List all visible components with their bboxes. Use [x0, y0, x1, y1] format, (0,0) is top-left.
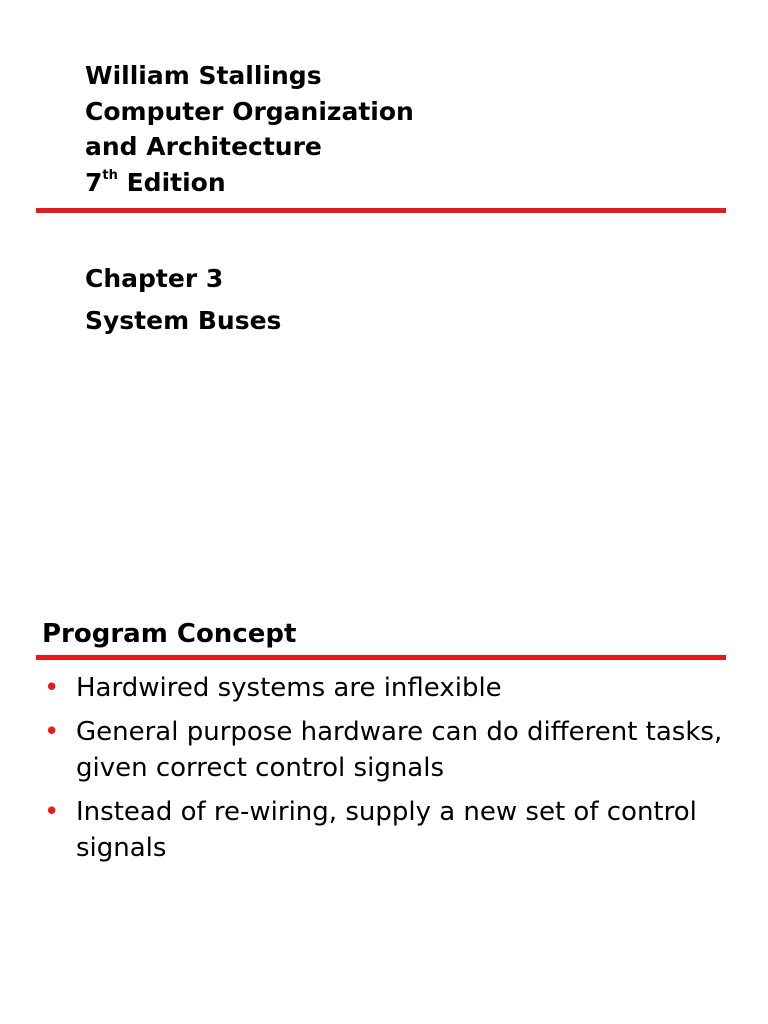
book-title-line-2: and Architecture	[85, 132, 322, 161]
author-name: William Stallings	[85, 61, 322, 90]
chapter-number: Chapter 3	[85, 264, 224, 293]
bullet-dot-icon: •	[44, 673, 60, 703]
edition-number: 7	[85, 167, 103, 197]
slide-heading: Program Concept	[42, 619, 297, 649]
bullet-dot-icon: •	[44, 797, 60, 827]
chapter-title: System Buses	[85, 306, 282, 335]
title-divider	[36, 208, 726, 213]
list-item	[44, 714, 724, 786]
book-title	[85, 58, 414, 200]
edition-line	[85, 165, 414, 201]
heading-divider	[36, 655, 726, 660]
bullet-dot-icon: •	[44, 717, 60, 747]
bullet-text: Hardwired systems are inflexible	[76, 673, 502, 703]
book-title-line-1: Computer Organization	[85, 96, 414, 126]
list-item	[44, 794, 724, 866]
bullet-text: General purpose hardware can do different tasks, given correct control signals	[76, 717, 723, 783]
edition-suffix: th	[102, 168, 118, 184]
slide-program-concept	[0, 512, 768, 1024]
list-item	[44, 670, 724, 706]
chapter-block	[85, 258, 281, 342]
bullet-list	[44, 670, 724, 874]
edition-word: Edition	[126, 167, 226, 197]
bullet-text: Instead of re-wiring, supply a new set of control signals	[76, 797, 697, 863]
